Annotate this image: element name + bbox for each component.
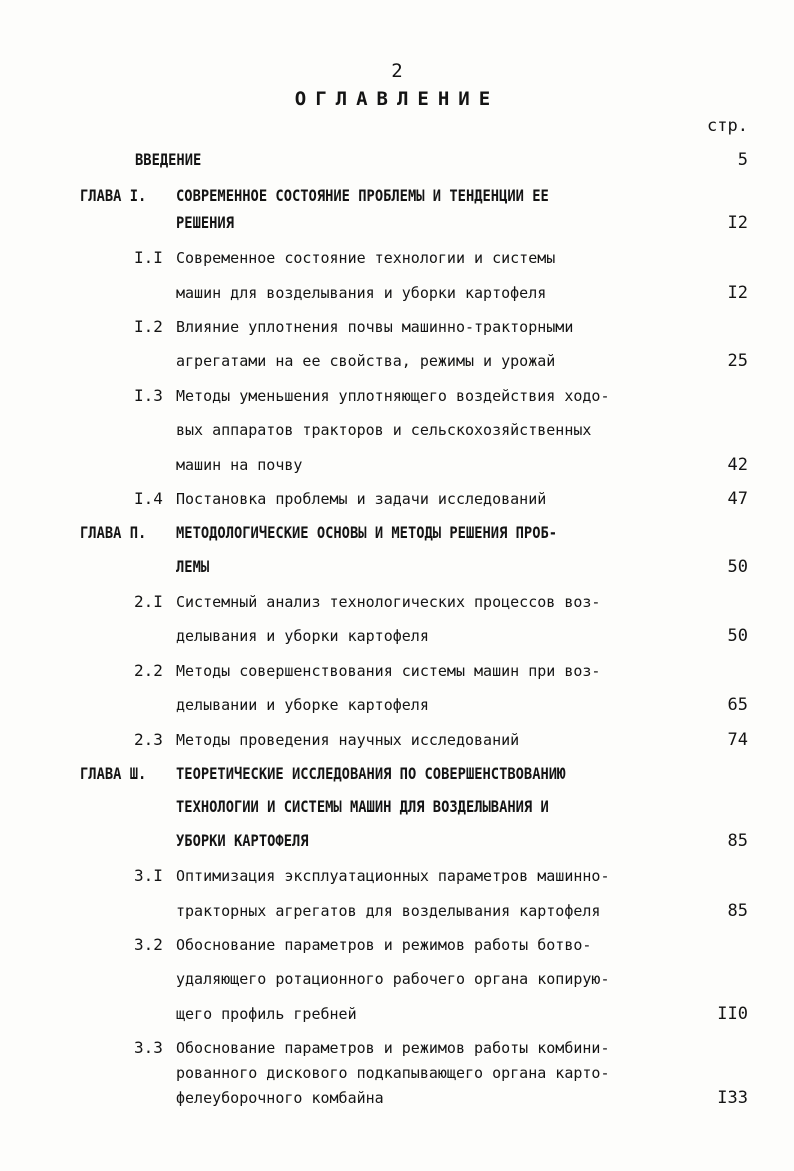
section-3-1-page: 85 bbox=[727, 901, 748, 921]
section-3-2-line3: щего профиль гребней bbox=[176, 1005, 357, 1023]
section-1-4-number: I.4 bbox=[134, 489, 163, 508]
section-3-2-number: 3.2 bbox=[134, 935, 163, 954]
section-3-2-page: II0 bbox=[717, 1004, 748, 1024]
toc-intro-page: 5 bbox=[737, 150, 748, 170]
section-1-1-number: I.I bbox=[134, 248, 163, 267]
section-3-3-line2: рованного дискового подкапывающего органа карто- bbox=[176, 1064, 610, 1082]
section-2-2-line2: делывании и уборке картофеля bbox=[176, 696, 429, 714]
chapter-2-title-line1: МЕТОДОЛОГИЧЕСКИЕ ОСНОВЫ И МЕТОДЫ РЕШЕНИЯ ПРОБ- bbox=[176, 523, 558, 542]
page-number: 2 bbox=[391, 60, 403, 82]
section-2-3-number: 2.3 bbox=[134, 730, 163, 749]
section-1-1-line2: машин для возделывания и уборки картофеля bbox=[176, 284, 547, 302]
section-1-4-page: 47 bbox=[727, 489, 748, 509]
section-1-1-page: I2 bbox=[727, 283, 748, 303]
page-title: ОГЛАВЛЕНИЕ bbox=[294, 88, 500, 110]
section-1-4-line1: Постановка проблемы и задачи исследований bbox=[176, 490, 547, 508]
chapter-2-page: 50 bbox=[727, 557, 748, 577]
chapter-2-title-line2: ЛЕМЫ bbox=[176, 557, 210, 576]
section-1-3-line1: Методы уменьшения уплотняющего воздействия ходо- bbox=[176, 387, 610, 405]
section-3-2-line2: удаляющего ротационного рабочего органа копирую- bbox=[176, 970, 610, 988]
section-1-1-line1: Современное состояние технологии и системы bbox=[176, 249, 556, 267]
section-3-1-line2: тракторных агрегатов для возделывания картофеля bbox=[176, 902, 601, 920]
chapter-3-title-line3: УБОРКИ КАРТОФЕЛЯ bbox=[176, 831, 309, 850]
chapter-3-label: ГЛАВА Ш. bbox=[80, 764, 147, 783]
chapter-1-label: ГЛАВА I. bbox=[80, 186, 147, 205]
section-2-2-page: 65 bbox=[727, 695, 748, 715]
section-2-2-number: 2.2 bbox=[134, 661, 163, 680]
section-3-1-number: 3.I bbox=[134, 866, 163, 885]
section-3-3-line1: Обоснование параметров и режимов работы комбини- bbox=[176, 1039, 610, 1057]
chapter-1-page: I2 bbox=[727, 213, 748, 233]
section-3-2-line1: Обоснование параметров и режимов работы ботво- bbox=[176, 936, 592, 954]
section-3-3-number: 3.3 bbox=[134, 1038, 163, 1057]
section-2-1-line2: делывания и уборки картофеля bbox=[176, 627, 429, 645]
section-1-2-page: 25 bbox=[727, 351, 748, 371]
section-1-2-number: I.2 bbox=[134, 317, 163, 336]
chapter-3-title-line2: ТЕХНОЛОГИИ И СИСТЕМЫ МАШИН ДЛЯ ВОЗДЕЛЫВАНИЯ И bbox=[176, 797, 549, 816]
chapter-1-title-line1: СОВРЕМЕННОЕ СОСТОЯНИЕ ПРОБЛЕМЫ И ТЕНДЕНЦИИ ЕЕ bbox=[176, 186, 549, 205]
chapter-1-title-line2: РЕШЕНИЯ bbox=[176, 213, 234, 232]
section-3-1-line1: Оптимизация эксплуатационных параметров машинно- bbox=[176, 867, 610, 885]
section-1-3-number: I.3 bbox=[134, 386, 163, 405]
section-1-3-line2: вых аппаратов тракторов и сельскохозяйственных bbox=[176, 421, 592, 439]
chapter-3-page: 85 bbox=[727, 831, 748, 851]
section-3-3-page: I33 bbox=[717, 1088, 748, 1108]
section-1-2-line2: агрегатами на ее свойства, режимы и урожай bbox=[176, 352, 556, 370]
toc-intro-label: ВВЕДЕНИЕ bbox=[135, 150, 202, 169]
chapter-2-label: ГЛАВА П. bbox=[80, 523, 147, 542]
section-2-1-line1: Системный анализ технологических процессов воз- bbox=[176, 593, 601, 611]
chapter-3-title-line1: ТЕОРЕТИЧЕСКИЕ ИССЛЕДОВАНИЯ ПО СОВЕРШЕНСТВОВАНИЮ bbox=[176, 764, 566, 783]
section-2-1-number: 2.I bbox=[134, 592, 163, 611]
section-2-1-page: 50 bbox=[727, 626, 748, 646]
section-2-2-line1: Методы совершенствования системы машин при воз- bbox=[176, 662, 601, 680]
section-3-3-line3: фелеуборочного комбайна bbox=[176, 1089, 384, 1107]
section-1-3-line3: машин на почву bbox=[176, 456, 303, 474]
section-2-3-line1: Методы проведения научных исследований bbox=[176, 731, 520, 749]
section-1-2-line1: Влияние уплотнения почвы машинно-тракторными bbox=[176, 318, 574, 336]
section-2-3-page: 74 bbox=[727, 730, 748, 750]
page-column-header: стр. bbox=[707, 116, 748, 136]
section-1-3-page: 42 bbox=[727, 455, 748, 475]
